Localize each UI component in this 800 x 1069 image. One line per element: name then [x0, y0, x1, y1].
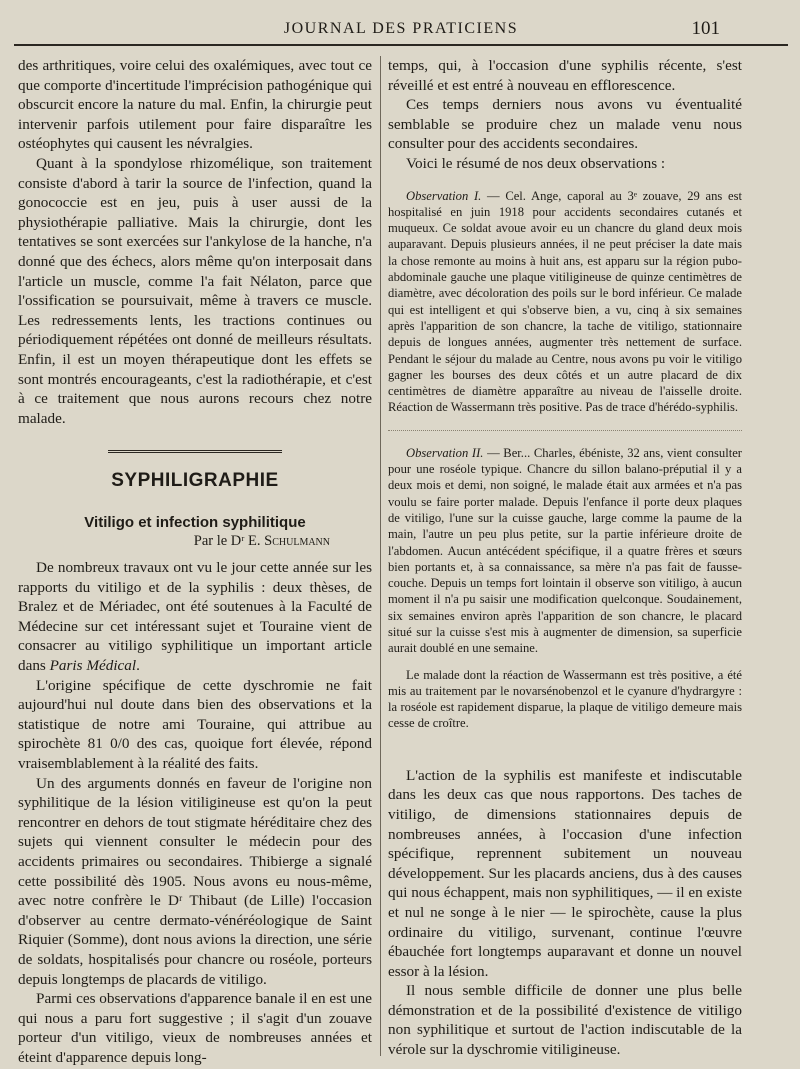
section-title: SYPHILIGRAPHIE	[111, 470, 279, 492]
column-separator	[380, 56, 381, 1056]
page-header	[14, 16, 788, 46]
journal-title: JOURNAL DES PRATICIENS	[283, 20, 519, 37]
paragraph: L'origine spécifique de cette dyschromie ne fait aujourd'hui nul doute dans bien des observations et la statistique de notre ami Touraine, qui attribue au spirochète 81 0/0 des cas, quoique fort élevée, répond vraisemblablement à la réalité des faits.	[18, 676, 372, 772]
paragraph: L'action de la syphilis est manifeste et indiscutable dans les deux cas que nous rapportons. Des taches de vitiligo, de dimensions stationnaires depuis de nombreuses années, à l'occasion d'une infection spécifique, reprennent subitement un nouveau développement. Sur les placards anciens, dus à des causes qui nous échappent, mais non syphilitiques, — il en existe et nul ne songe à le nier — le spirochète, cause la plus ordinaire du vitiligo, survenant, continue l'œuvre ébauchée fort longtemps auparavant et donne un nouvel essor à la lésion.	[388, 766, 742, 980]
paragraph: temps, qui, à l'occasion d'une syphilis récente, s'est réveillé et est entré à nouveau en efflorescence.	[388, 57, 742, 94]
left-column	[18, 56, 372, 1068]
paragraph: Il nous semble difficile de donner une plus belle démonstration et de la possibilité d'existence de vitiligo non syphilitique et surtout de l'action indiscutable de la vérole sur la dyschromie vitiligineuse.	[388, 982, 742, 1059]
byline-prefix: Par le Dʳ E.	[193, 533, 261, 550]
observation-body: — Ber... Charles, ébéniste, 32 ans, vient consulter pour une roséole typique. Chancre du sillon balano-préputial il y a deux mois et demi, non soigné, le malade était aux armées et n'a pas voulu se faire porter malade. Depuis l'enfance il porte deux plaques de vitiligo, l'une sur la cuisse gauche, large comme la paume de la main, l'autre un peu plus petite, sur la partie inférieure droite de l'abdomen. Aucun antécédent spécifique, il a quatre frères et sœurs bien portants et, à sa connaissance, sa mère n'a pas fait de fausse-couche. Depuis un temps fort lointain il observe son vitiligo, à aucun moment il n'a pu saisir une modification quelconque. Soudainement, six semaines environ après l'apparition de son chancre, le placard situé sur la cuisse s'est mis à augmenter de dimension, sa superficie aurait doublé en une semaine.	[388, 445, 742, 656]
spacer	[388, 732, 742, 766]
observation-label: Observation II.	[406, 445, 484, 460]
observation-label: Observation I.	[406, 188, 482, 203]
page-number: 101	[691, 18, 720, 39]
observation-followup: Le malade dont la réaction de Wassermann est très positive, a été mis au traitement par le novarsénobenzol et le cyanure d'hydrargyre : la roséole est rapidement disparue, la plaque de vitiligo demeure mais cesse de croître.	[388, 667, 742, 731]
header-rule	[14, 44, 788, 46]
observation-text	[388, 445, 742, 657]
byline-author: Schulmann	[264, 533, 330, 550]
journal-citation: Paris Médical	[49, 657, 137, 675]
observation-text	[388, 188, 742, 416]
paragraph	[18, 558, 372, 676]
article-title: Vitiligo et infection syphilitique	[84, 513, 306, 531]
paragraph: Voici le résumé de nos deux observations :	[406, 154, 666, 172]
observation-divider	[388, 430, 742, 431]
paragraph: Ces temps derniers nous avons vu éventualité semblable se produire chez un malade venu nous consulter pour des accidents secondaires.	[388, 96, 742, 153]
text-run: .	[136, 657, 140, 675]
paragraph: Parmi ces observations d'apparence banale il en est une qui nous a paru fort suggestive ; il s'agit d'un zouave porteur d'un vitiligo, vieux de nombreuses années et éteint d'apparence depuis long-	[18, 990, 372, 1066]
paragraph: Quant à la spondylose rhizomélique, son traitement consiste d'abord à tarir la source de l'infection, quand la gonococcie est en jeu, puis à user aussi de la physiothérapie palliative. Mais la chirurgie, dont les tentatives se sont exercées sur l'ankylose de la hanche, n'a donné que des échecs, alors même qu'on interposait dans l'article un muscle, comme l'a fait Nélaton, parce que l'ossification se poursuivait, même à travers ce muscle. Les redressements lents, les tractions continues ou périodiquement répétées ont donné de meilleurs résultats. Enfin, il est un moyen thérapeutique dont les effets se sont montrés encourageants, c'est la radiothérapie, et c'est à ce traitement que nous aurons recours chez notre malade.	[18, 154, 372, 427]
right-column	[388, 56, 742, 1060]
text-run: De nombreux travaux ont vu le jour cette année sur les rapports du vitiligo et de la syphilis : deux thèses, de Bralez et de Mériadec, ont été soutenues à la Faculté de Médecine sur cet intéressant sujet et Touraine vient de consacrer au vitiligo syphilitique un important article dans	[18, 559, 372, 675]
observation-body: — Cel. Ange, caporal au 3ᵉ zouave, 29 ans est hospitalisé en juin 1918 pour accidents secondaires cutanés et muqueux. Ce soldat avoue avoir eu un chancre du gland deux mois auparavant. Depuis plusieurs années, il ne peut préciser la date mais la chose remonte au moins à huit ans, est apparu sur la région pubo-abdominale gauche une plaque vitiligineuse de quinze centimètres de diamètre, avec décoloration des poils sur le bord inférieur. Ce malade qui est intelligent et qui s'observe bien, a vu, cinq à six semaines après l'apparition de son chancre, la tache de vitiligo, stationnaire depuis de longues années, augmenter très nettement de surface. Pendant le séjour du malade au Centre, nous avons pu voir le vitiligo gagner les bourses des deux côtés et un autre placard de dix centimètres de diamètre apparaître au niveau de l'aisselle droite. Réaction de Wassermann très positive. Pas de trace d'hérédo-syphilis.	[388, 188, 742, 415]
section-divider	[108, 450, 282, 453]
article-byline	[18, 532, 372, 552]
paragraph: Un des arguments donnés en faveur de l'origine non syphilitique de la lésion vitiligineuse est qu'on la peut rencontrer en dehors de tout stigmate héréditaire chez des sujets qui viennent consulter le médecin pour des accidents primaires ou secondaires. Thibierge a signalé cette possibilité dès 1905. Nous avons eu nous-même, avec notre confrère le Dʳ Thibaut (de Lille) l'occasion d'observer au centre dermato-vénéréologique de Saint Riquier (Somme), dont nous avions la direction, une série de soldats, hospitalisés pour chancre ou roséole, porteurs depuis longtemps de placards de vitiligo.	[18, 774, 372, 988]
paragraph: des arthritiques, voire celui des oxalémiques, avec tout ce que comporte d'incertitude l'imprécision pathogénique qui obscurcit encore la nature du mal. Enfin, la chirurgie peut intervenir parfois utilement pour faire disparaître les ostéophytes qui causent les névralgies.	[18, 57, 372, 153]
observation-1	[388, 188, 742, 416]
observation-2	[388, 445, 742, 732]
